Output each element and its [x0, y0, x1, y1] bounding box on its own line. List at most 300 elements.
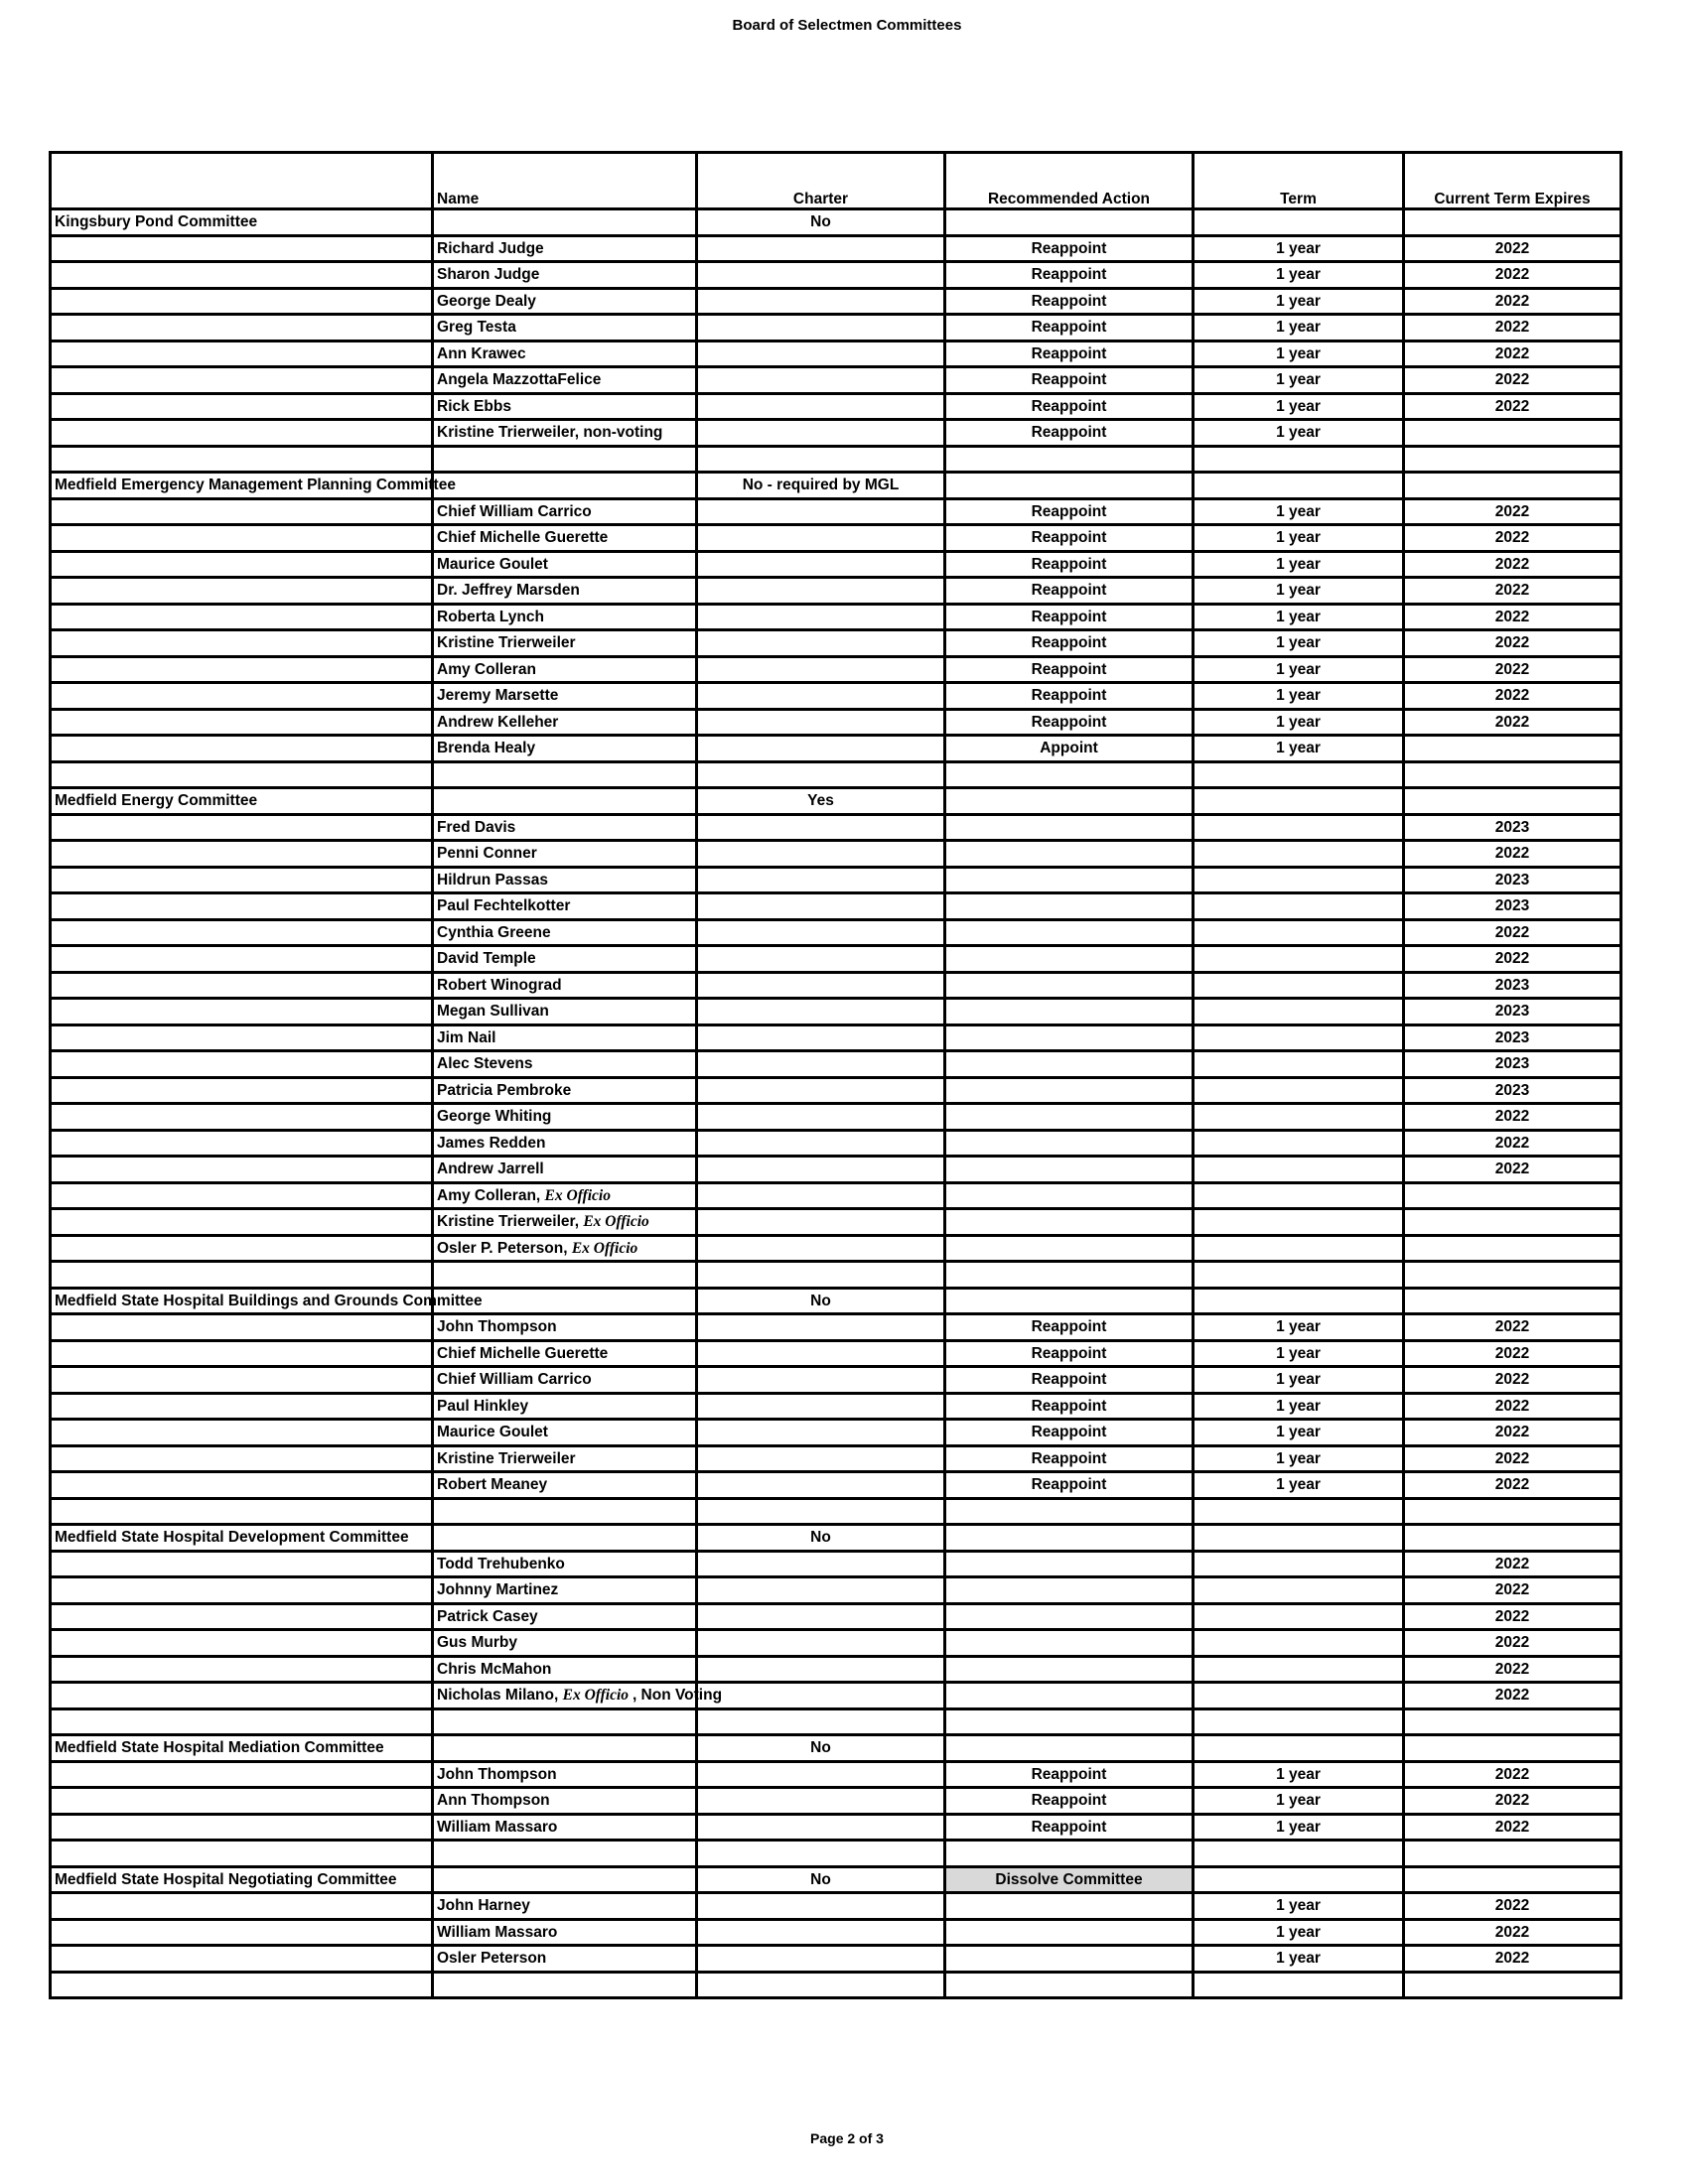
member-name-cell: David Temple	[433, 946, 697, 973]
member-name-cell: Penni Conner	[433, 841, 697, 868]
member-name-cell: Robert Winograd	[433, 972, 697, 999]
blank-cell	[433, 761, 697, 788]
term-cell: 1 year	[1194, 235, 1404, 262]
blank-cell	[51, 1551, 433, 1577]
blank-cell	[1194, 1972, 1404, 1998]
member-row	[51, 1235, 1621, 1262]
member-row	[51, 1630, 1621, 1657]
recommended-action-cell	[945, 209, 1194, 236]
expires-cell	[1404, 1288, 1621, 1314]
member-name-cell: George Dealy	[433, 288, 697, 315]
expires-cell: 2022	[1404, 235, 1621, 262]
member-name-cell: Megan Sullivan	[433, 999, 697, 1025]
member-name-cell: John Harney	[433, 1893, 697, 1920]
recommended-action-cell	[945, 893, 1194, 920]
term-cell	[1194, 1235, 1404, 1262]
member-name-cell: Chief William Carrico	[433, 1367, 697, 1394]
charter-cell	[697, 1393, 945, 1420]
term-cell: 1 year	[1194, 1893, 1404, 1920]
expires-cell: 2023	[1404, 867, 1621, 893]
member-name-cell: Johnny Martinez	[433, 1577, 697, 1604]
member-row	[51, 525, 1621, 552]
recommended-action-cell: Dissolve Committee	[945, 1866, 1194, 1893]
member-name-cell: Ann Thompson	[433, 1788, 697, 1815]
charter-cell: No	[697, 1288, 945, 1314]
term-cell: 1 year	[1194, 1393, 1404, 1420]
blank-cell	[51, 1262, 433, 1289]
term-cell	[1194, 788, 1404, 815]
member-row	[51, 604, 1621, 630]
expires-cell: 2022	[1404, 551, 1621, 578]
member-name-cell: Gus Murby	[433, 1630, 697, 1657]
blank-cell	[51, 525, 433, 552]
member-row	[51, 1472, 1621, 1499]
term-cell: 1 year	[1194, 709, 1404, 736]
blank-cell	[51, 1130, 433, 1157]
blank-cell	[51, 1340, 433, 1367]
expires-cell	[1404, 736, 1621, 762]
blank-cell	[51, 315, 433, 341]
member-row	[51, 1314, 1621, 1341]
committee-name-cell: Kingsbury Pond Committee	[51, 209, 433, 236]
term-cell	[1194, 867, 1404, 893]
blank-cell	[433, 446, 697, 473]
term-cell: 1 year	[1194, 683, 1404, 710]
expires-cell: 2022	[1404, 498, 1621, 525]
term-cell: 1 year	[1194, 1814, 1404, 1841]
charter-cell	[697, 1024, 945, 1051]
spacer-row	[51, 1498, 1621, 1525]
expires-cell: 2022	[1404, 709, 1621, 736]
recommended-action-cell	[945, 1077, 1194, 1104]
term-cell: 1 year	[1194, 736, 1404, 762]
charter-cell	[697, 1788, 945, 1815]
blank-cell	[51, 1104, 433, 1131]
recommended-action-cell: Reappoint	[945, 1340, 1194, 1367]
charter-cell	[697, 1893, 945, 1920]
expires-cell: 2022	[1404, 630, 1621, 657]
member-row	[51, 946, 1621, 973]
blank-cell	[1404, 1262, 1621, 1289]
blank-cell	[433, 1525, 697, 1552]
term-cell	[1194, 473, 1404, 499]
recommended-action-cell	[945, 1051, 1194, 1078]
member-row	[51, 1656, 1621, 1683]
term-cell	[1194, 1024, 1404, 1051]
blank-cell	[51, 1630, 433, 1657]
blank-cell	[1194, 1498, 1404, 1525]
expires-cell	[1404, 1209, 1621, 1236]
blank-cell	[51, 1788, 433, 1815]
col-header-name: Name	[433, 153, 697, 209]
member-name-cell: Ann Krawec	[433, 341, 697, 367]
blank-cell	[51, 1498, 433, 1525]
expires-cell	[1404, 1525, 1621, 1552]
recommended-action-cell: Reappoint	[945, 1420, 1194, 1446]
member-row	[51, 262, 1621, 289]
charter-cell	[697, 1182, 945, 1209]
member-name-cell: Cynthia Greene	[433, 919, 697, 946]
recommended-action-cell: Reappoint	[945, 1314, 1194, 1341]
charter-cell	[697, 393, 945, 420]
member-name-cell: Angela MazzottaFelice	[433, 367, 697, 394]
recommended-action-cell: Reappoint	[945, 367, 1194, 394]
committee-name-cell: Medfield State Hospital Development Committee	[51, 1525, 433, 1552]
blank-cell	[51, 551, 433, 578]
recommended-action-cell	[945, 473, 1194, 499]
expires-cell: 2022	[1404, 525, 1621, 552]
expires-cell: 2022	[1404, 288, 1621, 315]
term-cell	[1194, 1630, 1404, 1657]
recommended-action-cell	[945, 972, 1194, 999]
charter-cell	[697, 841, 945, 868]
blank-cell	[51, 1708, 433, 1735]
member-row	[51, 683, 1621, 710]
member-name-cell: Amy Colleran	[433, 656, 697, 683]
blank-cell	[1194, 1262, 1404, 1289]
term-cell: 1 year	[1194, 525, 1404, 552]
expires-cell: 2022	[1404, 683, 1621, 710]
member-row	[51, 1893, 1621, 1920]
recommended-action-cell	[945, 1603, 1194, 1630]
ex-officio-label: Ex Officio	[562, 1687, 633, 1705]
blank-cell	[945, 1498, 1194, 1525]
recommended-action-cell	[945, 919, 1194, 946]
member-name-cell: Kristine Trierweiler, Ex Officio	[433, 1209, 697, 1236]
committee-row	[51, 1735, 1621, 1762]
blank-cell	[945, 1262, 1194, 1289]
expires-cell: 2022	[1404, 1788, 1621, 1815]
recommended-action-cell	[945, 1630, 1194, 1657]
expires-cell: 2022	[1404, 393, 1621, 420]
blank-cell	[433, 1262, 697, 1289]
member-row	[51, 709, 1621, 736]
member-row	[51, 420, 1621, 447]
blank-cell	[51, 1893, 433, 1920]
term-cell: 1 year	[1194, 420, 1404, 447]
recommended-action-cell: Reappoint	[945, 1367, 1194, 1394]
blank-cell	[433, 1708, 697, 1735]
charter-cell	[697, 709, 945, 736]
term-cell: 1 year	[1194, 1420, 1404, 1446]
member-name-cell: Chief Michelle Guerette	[433, 525, 697, 552]
recommended-action-cell: Reappoint	[945, 262, 1194, 289]
term-cell: 1 year	[1194, 367, 1404, 394]
member-row	[51, 1182, 1621, 1209]
header-row	[51, 153, 1621, 209]
term-cell	[1194, 1077, 1404, 1104]
term-cell	[1194, 972, 1404, 999]
blank-cell	[51, 262, 433, 289]
charter-cell	[697, 1367, 945, 1394]
member-row	[51, 1683, 1621, 1709]
recommended-action-cell	[945, 867, 1194, 893]
recommended-action-cell	[945, 1551, 1194, 1577]
charter-cell	[697, 1445, 945, 1472]
term-cell	[1194, 1525, 1404, 1552]
blank-cell	[51, 1656, 433, 1683]
charter-cell	[697, 972, 945, 999]
member-name-cell: Hildrun Passas	[433, 867, 697, 893]
member-row	[51, 841, 1621, 868]
recommended-action-cell	[945, 1683, 1194, 1709]
spacer-row	[51, 446, 1621, 473]
charter-cell	[697, 1130, 945, 1157]
member-row	[51, 630, 1621, 657]
member-row	[51, 367, 1621, 394]
charter-cell	[697, 1104, 945, 1131]
charter-cell	[697, 1209, 945, 1236]
committee-row	[51, 1288, 1621, 1314]
member-row	[51, 1946, 1621, 1973]
term-cell: 1 year	[1194, 498, 1404, 525]
blank-cell	[51, 972, 433, 999]
expires-cell: 2022	[1404, 1630, 1621, 1657]
blank-cell	[51, 656, 433, 683]
blank-cell	[51, 841, 433, 868]
term-cell: 1 year	[1194, 315, 1404, 341]
expires-cell: 2022	[1404, 1603, 1621, 1630]
charter-cell	[697, 1340, 945, 1367]
member-row	[51, 1157, 1621, 1183]
blank-cell	[51, 578, 433, 605]
member-row	[51, 498, 1621, 525]
blank-cell	[1404, 446, 1621, 473]
charter-cell	[697, 367, 945, 394]
blank-cell	[51, 1420, 433, 1446]
committee-name-cell: Medfield Emergency Management Planning Committee	[51, 473, 433, 499]
recommended-action-cell: Reappoint	[945, 393, 1194, 420]
expires-cell: 2022	[1404, 1683, 1621, 1709]
term-cell: 1 year	[1194, 1761, 1404, 1788]
blank-cell	[433, 1972, 697, 1998]
expires-cell: 2022	[1404, 1761, 1621, 1788]
charter-cell	[697, 1919, 945, 1946]
member-name-cell: Alec Stevens	[433, 1051, 697, 1078]
member-name-cell: Kristine Trierweiler	[433, 1445, 697, 1472]
recommended-action-cell	[945, 1656, 1194, 1683]
charter-cell: Yes	[697, 788, 945, 815]
charter-cell	[697, 630, 945, 657]
recommended-action-cell	[945, 1235, 1194, 1262]
member-name-cell: Rick Ebbs	[433, 393, 697, 420]
member-row	[51, 1393, 1621, 1420]
blank-cell	[1404, 761, 1621, 788]
spacer-row	[51, 1972, 1621, 1998]
member-row	[51, 1551, 1621, 1577]
expires-cell: 2022	[1404, 1656, 1621, 1683]
blank-cell	[433, 1841, 697, 1867]
charter-cell	[697, 1472, 945, 1499]
member-row	[51, 1104, 1621, 1131]
page-number: Page 2 of 3	[810, 2130, 884, 2146]
charter-cell	[697, 551, 945, 578]
member-row	[51, 1788, 1621, 1815]
blank-cell	[51, 1209, 433, 1236]
charter-cell	[697, 1946, 945, 1973]
blank-cell	[51, 709, 433, 736]
expires-cell: 2022	[1404, 604, 1621, 630]
blank-cell	[433, 1498, 697, 1525]
recommended-action-cell	[945, 788, 1194, 815]
term-cell	[1194, 1182, 1404, 1209]
member-name-cell: Amy Colleran, Ex Officio	[433, 1182, 697, 1209]
charter-cell	[697, 736, 945, 762]
expires-cell: 2022	[1404, 1893, 1621, 1920]
expires-cell: 2022	[1404, 1367, 1621, 1394]
term-cell	[1194, 1551, 1404, 1577]
blank-cell	[51, 946, 433, 973]
member-row	[51, 393, 1621, 420]
expires-cell: 2022	[1404, 1919, 1621, 1946]
charter-cell	[697, 1551, 945, 1577]
recommended-action-cell: Reappoint	[945, 604, 1194, 630]
member-row	[51, 551, 1621, 578]
expires-cell: 2022	[1404, 1946, 1621, 1973]
term-cell: 1 year	[1194, 1472, 1404, 1499]
expires-cell	[1404, 1735, 1621, 1762]
spacer-row	[51, 1708, 1621, 1735]
charter-cell	[697, 946, 945, 973]
charter-cell: No	[697, 1525, 945, 1552]
ex-officio-label: Ex Officio	[583, 1213, 649, 1231]
term-cell: 1 year	[1194, 1946, 1404, 1973]
charter-cell	[697, 235, 945, 262]
committee-name-cell: Medfield State Hospital Negotiating Committee	[51, 1866, 433, 1893]
blank-cell	[51, 1024, 433, 1051]
member-row	[51, 1814, 1621, 1841]
recommended-action-cell: Reappoint	[945, 578, 1194, 605]
recommended-action-cell	[945, 1104, 1194, 1131]
charter-cell	[697, 288, 945, 315]
member-name-cell: Chief Michelle Guerette	[433, 1340, 697, 1367]
charter-cell	[697, 814, 945, 841]
member-name-cell: Patricia Pembroke	[433, 1077, 697, 1104]
blank-cell	[51, 1972, 433, 1998]
expires-cell: 2023	[1404, 972, 1621, 999]
term-cell: 1 year	[1194, 1445, 1404, 1472]
blank-cell	[51, 446, 433, 473]
term-cell	[1194, 946, 1404, 973]
col-header-term: Term	[1194, 153, 1404, 209]
blank-cell	[51, 604, 433, 630]
blank-cell	[433, 209, 697, 236]
blank-cell	[51, 1577, 433, 1604]
recommended-action-cell: Reappoint	[945, 656, 1194, 683]
member-row	[51, 1367, 1621, 1394]
member-name-cell: Paul Hinkley	[433, 1393, 697, 1420]
recommended-action-cell	[945, 1919, 1194, 1946]
blank-cell	[697, 1262, 945, 1289]
recommended-action-cell: Reappoint	[945, 630, 1194, 657]
spacer-row	[51, 761, 1621, 788]
recommended-action-cell	[945, 814, 1194, 841]
member-name-cell: Greg Testa	[433, 315, 697, 341]
expires-cell: 2023	[1404, 1077, 1621, 1104]
term-cell	[1194, 1735, 1404, 1762]
term-cell	[1194, 1683, 1404, 1709]
charter-cell	[697, 341, 945, 367]
committee-name-cell: Medfield Energy Committee	[51, 788, 433, 815]
recommended-action-cell: Reappoint	[945, 341, 1194, 367]
recommended-action-cell	[945, 1288, 1194, 1314]
blank-cell	[697, 1708, 945, 1735]
member-name-cell: Maurice Goulet	[433, 551, 697, 578]
recommended-action-cell: Reappoint	[945, 1472, 1194, 1499]
charter-cell	[697, 604, 945, 630]
blank-cell	[51, 1841, 433, 1867]
blank-cell	[1194, 446, 1404, 473]
member-name-cell: John Thompson	[433, 1761, 697, 1788]
expires-cell: 2022	[1404, 946, 1621, 973]
recommended-action-cell: Reappoint	[945, 1814, 1194, 1841]
member-row	[51, 1130, 1621, 1157]
blank-cell	[697, 1498, 945, 1525]
blank-cell	[51, 1814, 433, 1841]
blank-cell	[51, 1761, 433, 1788]
spacer-row	[51, 1841, 1621, 1867]
member-row	[51, 919, 1621, 946]
member-row	[51, 1445, 1621, 1472]
term-cell: 1 year	[1194, 604, 1404, 630]
member-name-cell: George Whiting	[433, 1104, 697, 1131]
member-name-cell: Brenda Healy	[433, 736, 697, 762]
blank-cell	[1404, 1972, 1621, 1998]
blank-cell	[1194, 1708, 1404, 1735]
blank-cell	[51, 1445, 433, 1472]
term-cell: 1 year	[1194, 1788, 1404, 1815]
term-cell	[1194, 209, 1404, 236]
charter-cell: No	[697, 1866, 945, 1893]
charter-cell	[697, 1630, 945, 1657]
blank-cell	[51, 736, 433, 762]
expires-cell: 2023	[1404, 1051, 1621, 1078]
expires-cell: 2023	[1404, 814, 1621, 841]
ex-officio-label: Ex Officio	[571, 1239, 638, 1257]
term-cell	[1194, 1603, 1404, 1630]
term-cell	[1194, 999, 1404, 1025]
term-cell	[1194, 1157, 1404, 1183]
charter-cell	[697, 867, 945, 893]
term-cell: 1 year	[1194, 393, 1404, 420]
recommended-action-cell: Reappoint	[945, 1445, 1194, 1472]
member-name-cell: Fred Davis	[433, 814, 697, 841]
member-row	[51, 288, 1621, 315]
expires-cell	[1404, 788, 1621, 815]
blank-cell	[1194, 1841, 1404, 1867]
member-name-cell: Chief William Carrico	[433, 498, 697, 525]
committee-row	[51, 1525, 1621, 1552]
term-cell: 1 year	[1194, 288, 1404, 315]
member-row	[51, 1340, 1621, 1367]
blank-cell	[51, 683, 433, 710]
term-cell	[1194, 1209, 1404, 1236]
recommended-action-cell	[945, 1946, 1194, 1973]
col-header-blank	[51, 153, 433, 209]
recommended-action-cell: Appoint	[945, 736, 1194, 762]
member-name-cell: Maurice Goulet	[433, 1420, 697, 1446]
blank-cell	[51, 1235, 433, 1262]
charter-cell	[697, 315, 945, 341]
expires-cell: 2022	[1404, 841, 1621, 868]
member-name-cell: Dr. Jeffrey Marsden	[433, 578, 697, 605]
blank-cell	[1404, 1498, 1621, 1525]
charter-cell	[697, 1761, 945, 1788]
member-name-cell: Richard Judge	[433, 235, 697, 262]
expires-cell: 2022	[1404, 656, 1621, 683]
blank-cell	[51, 1472, 433, 1499]
recommended-action-cell: Reappoint	[945, 683, 1194, 710]
